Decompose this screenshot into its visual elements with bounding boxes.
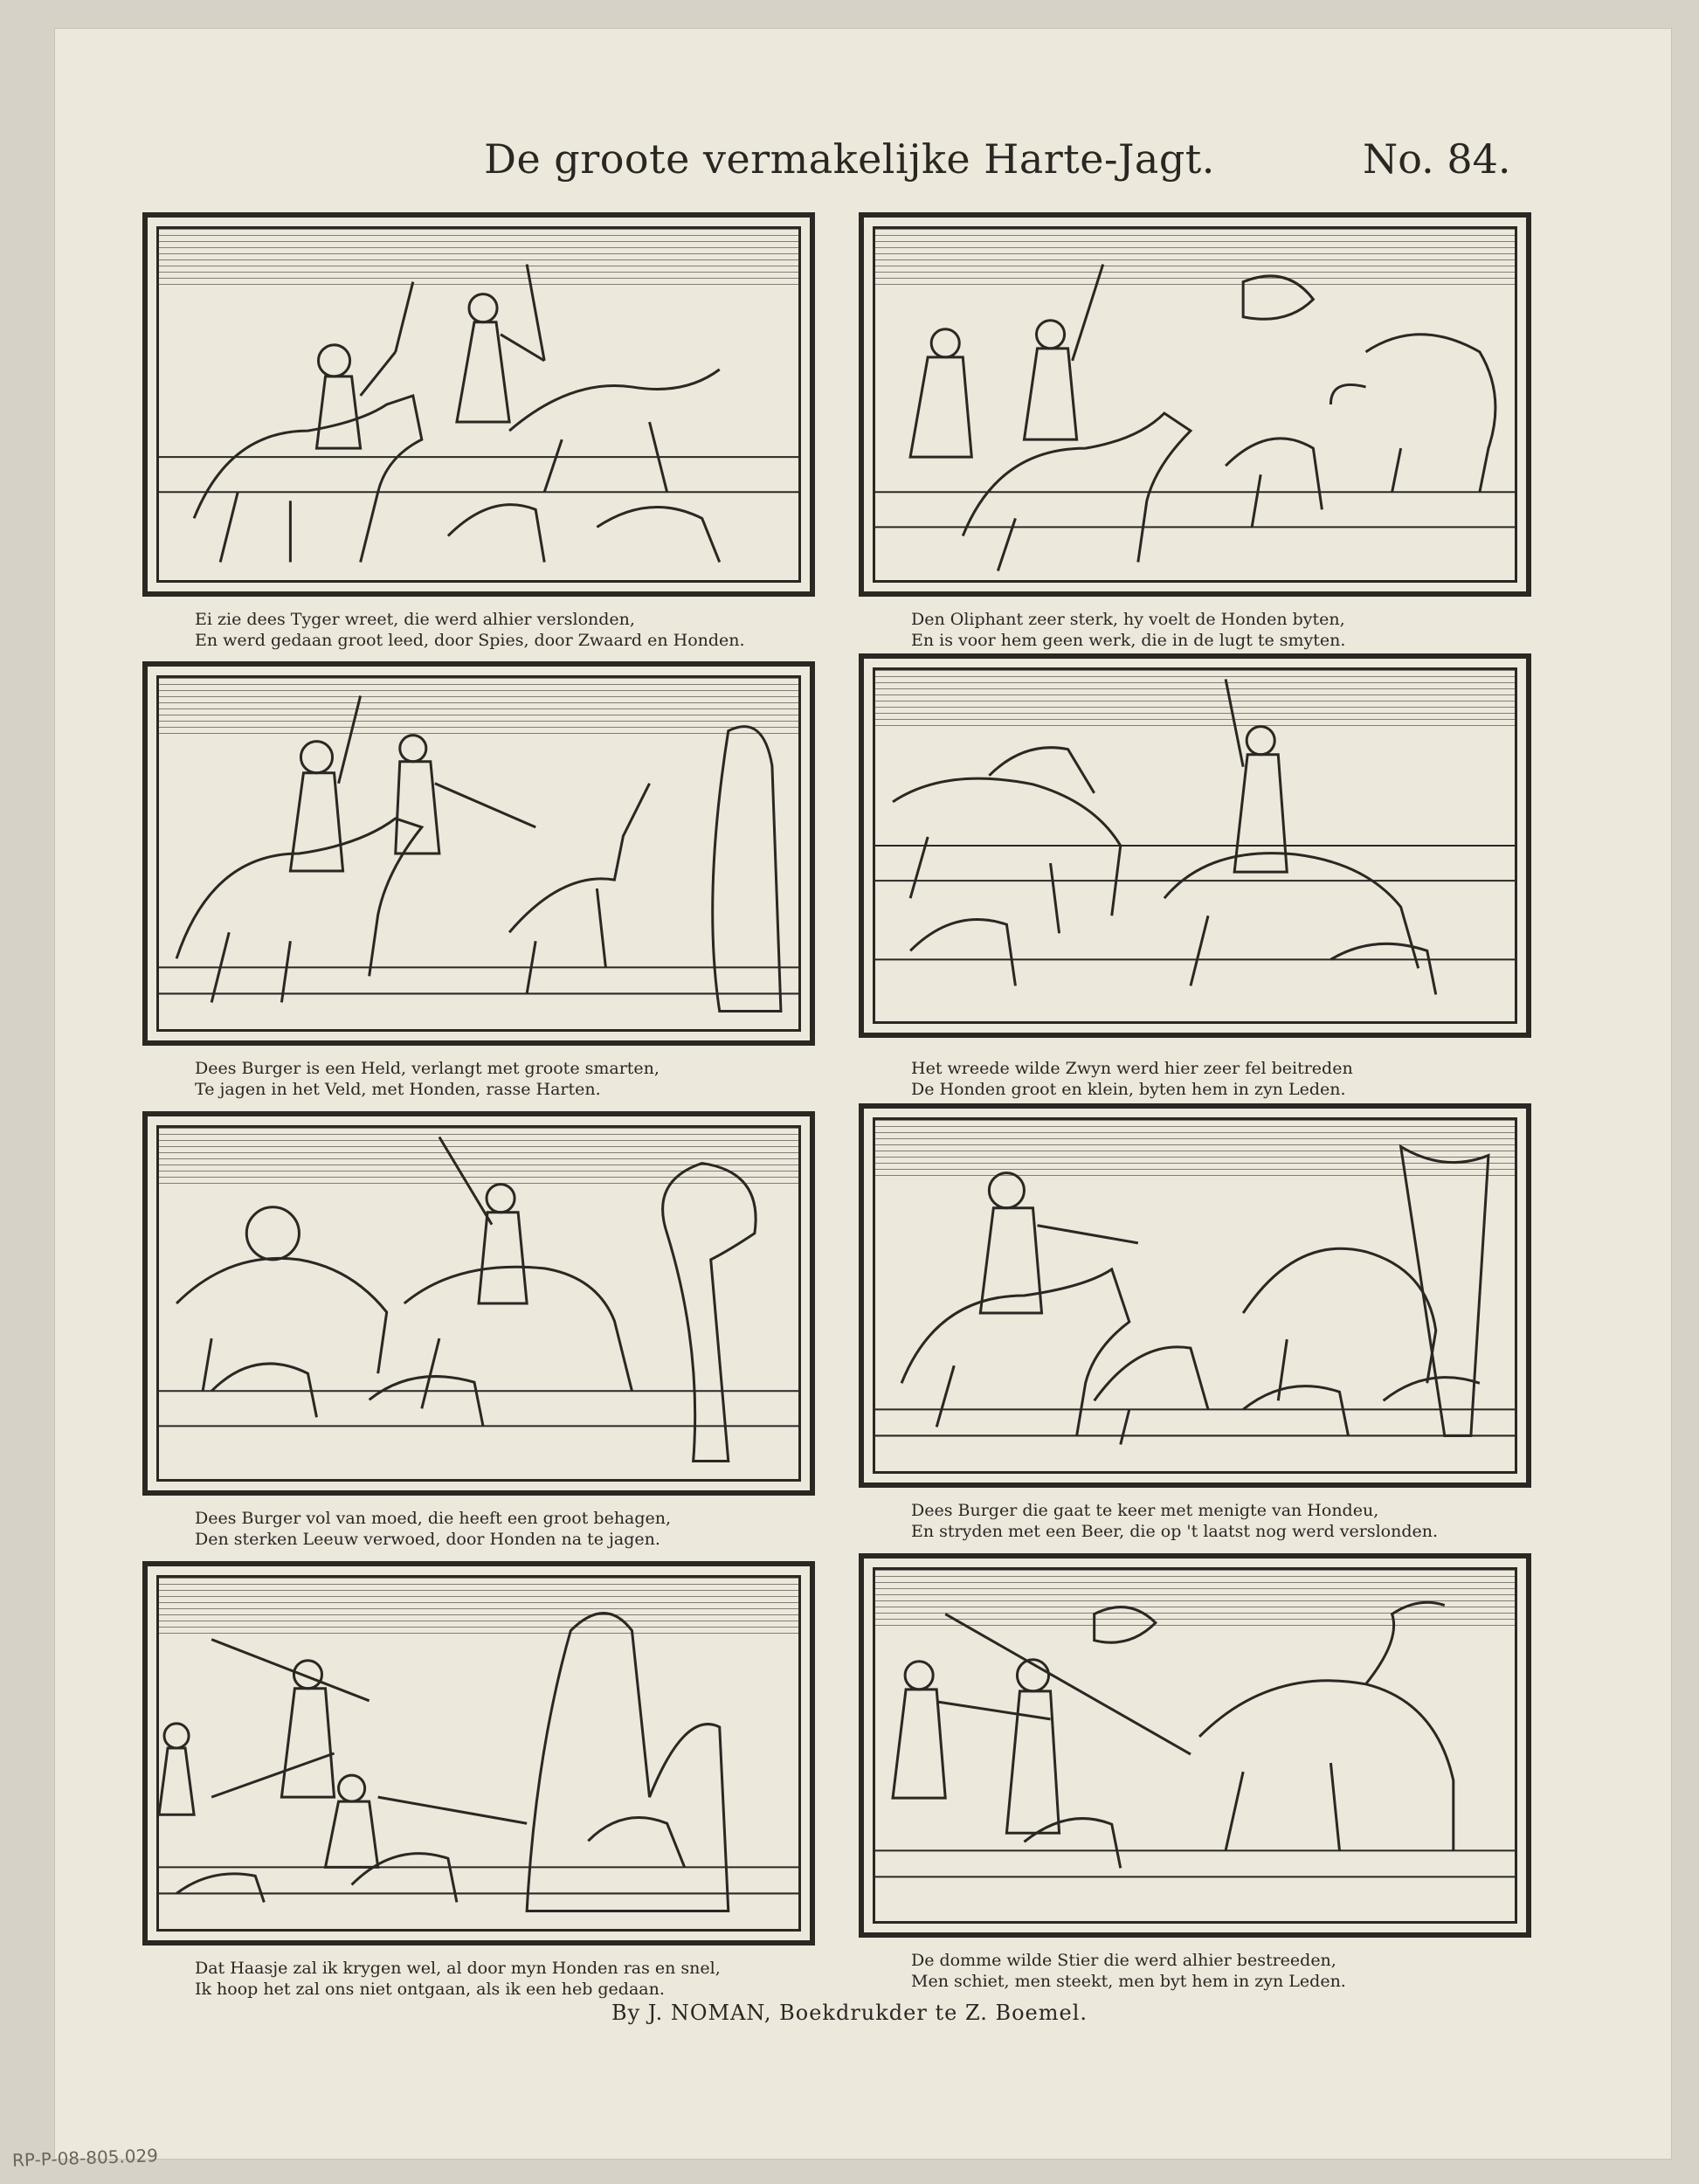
caption-line: Ei zie dees Tyger wreet, die werd alhier verslonden,: [195, 610, 635, 629]
bear-hunt-illustration: [875, 1120, 1515, 1471]
panel-boar-hunt: [859, 653, 1531, 1038]
elephant-hunt-illustration: [875, 229, 1515, 580]
caption-lion-hunt: [142, 1508, 815, 1550]
caption-line: Den sterken Leeuw verwoed, door Honden na te jagen.: [195, 1530, 660, 1549]
bull-hunt-illustration: [875, 1570, 1515, 1921]
woodcut-illustration: [156, 226, 801, 583]
caption-line: En stryden met een Beer, die op 't laatst nog werd verslonden.: [911, 1522, 1439, 1541]
caption-line: Het wreede wilde Zwyn werd hier zeer fel beitreden: [911, 1059, 1353, 1078]
caption-line: En is voor hem geen werk, die in de lugt te smyten.: [911, 631, 1346, 650]
sheet-number: No. 84.: [1363, 135, 1511, 183]
panel-lion-hunt: [142, 1111, 815, 1496]
woodcut-illustration: [873, 1567, 1517, 1924]
caption-tiger-hunt: [142, 609, 815, 651]
woodcut-illustration: [873, 667, 1517, 1024]
caption-bull-hunt: [859, 1950, 1531, 1992]
caption-line: De Honden groot en klein, byten hem in zyn Leden.: [911, 1080, 1346, 1099]
panel-elephant-hunt: [859, 212, 1531, 597]
panel-bear-hunt: [859, 1103, 1531, 1488]
woodcut-illustration: [156, 1125, 801, 1482]
caption-bear-hunt: [859, 1500, 1531, 1542]
woodcut-illustration: [873, 1117, 1517, 1474]
archive-mark: RP-P-08-805.029: [11, 2145, 159, 2171]
caption-line: Dat Haasje zal ik krygen wel, al door myn Honden ras en snel,: [195, 1959, 721, 1978]
caption-line: Dees Burger vol van moed, die heeft een groot behagen,: [195, 1509, 672, 1528]
woodcut-illustration: [156, 675, 801, 1032]
panel-hare-hunt: [142, 1561, 815, 1946]
panel-bull-hunt: [859, 1553, 1531, 1938]
panel-tiger-hunt: [142, 212, 815, 597]
caption-line: Den Oliphant zeer sterk, hy voelt de Honden byten,: [911, 610, 1345, 629]
caption-line: En werd gedaan groot leed, door Spies, door Zwaard en Honden.: [195, 631, 745, 650]
caption-boar-hunt: [859, 1058, 1531, 1100]
caption-stag-hunt: [142, 1058, 815, 1100]
printer-imprint: By J. NOMAN, Boekdrukder te Z. Boemel.: [611, 2001, 1088, 2025]
tiger-hunt-illustration: [159, 229, 798, 580]
caption-line: De domme wilde Stier die werd alhier bestreeden,: [911, 1951, 1336, 1970]
caption-line: Dees Burger is een Held, verlangt met groote smarten,: [195, 1059, 660, 1078]
caption-line: Ik hoop het zal ons niet ontgaan, als ik een heb gedaan.: [195, 1980, 665, 1999]
panel-stag-hunt: [142, 661, 815, 1046]
woodcut-illustration: [873, 226, 1517, 583]
stag-hunt-illustration: [159, 678, 798, 1029]
page-title: De groote vermakelijke Harte-Jagt.: [484, 135, 1215, 183]
hare-hunt-illustration: [159, 1578, 798, 1929]
caption-line: Te jagen in het Veld, met Honden, rasse Harten.: [195, 1080, 601, 1099]
caption-line: Men schiet, men steekt, men byt hem in zyn Leden.: [911, 1972, 1346, 1991]
caption-elephant-hunt: [859, 609, 1531, 651]
lion-hunt-illustration: [159, 1128, 798, 1479]
caption-line: Dees Burger die gaat te keer met menigte van Hondeu,: [911, 1501, 1379, 1520]
boar-hunt-illustration: [875, 670, 1515, 1021]
woodcut-illustration: [156, 1575, 801, 1932]
caption-hare-hunt: [142, 1958, 815, 2000]
